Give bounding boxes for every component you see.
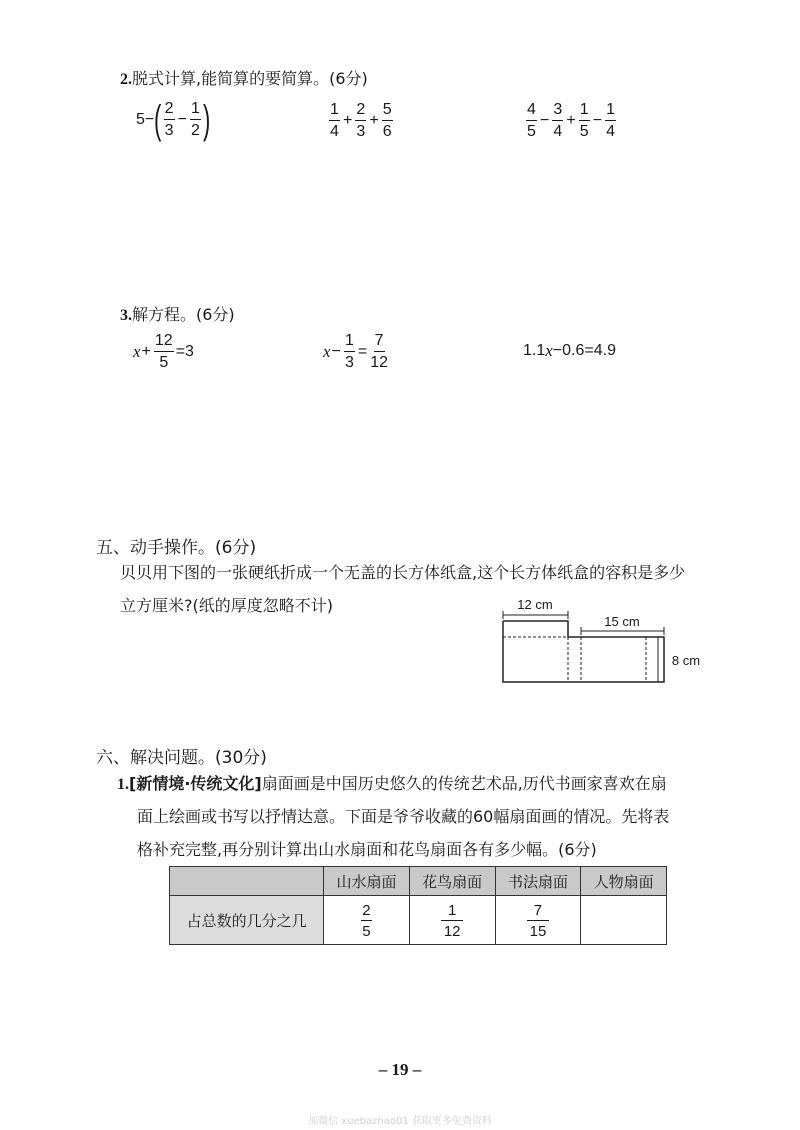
operator: −: [177, 111, 187, 128]
denominator: 12: [370, 354, 389, 371]
operator: +: [141, 343, 151, 360]
section-5-line-2: 立方厘米?(纸的厚度忽略不计): [120, 596, 333, 615]
denominator: 12: [443, 923, 461, 940]
variable-x: x: [133, 342, 141, 361]
operator: +: [566, 112, 576, 129]
fan-painting-table: [169, 866, 667, 945]
table-cell: [495, 896, 581, 945]
numerator: 1: [344, 333, 355, 352]
fraction: [361, 903, 372, 939]
numerator: 2: [355, 102, 366, 121]
numerator: 1: [579, 102, 590, 121]
variable-x: x: [545, 341, 553, 360]
table-cell: [409, 896, 495, 945]
numerator: 4: [526, 102, 537, 121]
denominator: 6: [382, 123, 392, 140]
operator: +: [343, 112, 353, 129]
section-6-q1-line-2: 面上绘画或书写以抒情达意。下面是爷爷收藏的60幅扇面画的情况。先将表: [137, 807, 670, 826]
q2-title-text: 脱式计算,能简算的要简算。(6分): [132, 69, 368, 88]
fraction: [552, 102, 563, 140]
q3-title: [120, 302, 235, 325]
operator: −: [331, 343, 341, 360]
net-outline: [503, 621, 664, 682]
section-6-q1-line-3: 格补充完整,再分别计算出山水扇面和花鸟扇面各有多少幅。(6分): [137, 840, 597, 859]
numerator: 5: [382, 102, 393, 121]
box-net-diagram: [490, 595, 720, 695]
table-cell-empty[interactable]: [581, 896, 667, 945]
fraction: [355, 102, 366, 140]
numerator: 1: [605, 102, 616, 121]
q1-tag: [新情境·传统文化]: [129, 774, 262, 793]
numerator: 12: [154, 333, 174, 352]
denominator: 5: [362, 923, 371, 940]
fraction: [527, 903, 549, 939]
q3-equation-1: [133, 333, 194, 371]
denominator: 5: [527, 123, 536, 140]
numerator: 7: [527, 903, 549, 921]
fraction: [164, 101, 175, 139]
q3-number: 3.: [120, 307, 132, 324]
table-header-cell: 人物扇面: [581, 867, 667, 896]
fraction: [329, 102, 340, 140]
denominator: 3: [164, 122, 174, 139]
numerator: 1: [329, 102, 340, 121]
q2-expression-1: [136, 100, 210, 140]
q2-number: 2.: [120, 71, 132, 88]
table-row-label: 占总数的几分之几: [170, 896, 324, 945]
numerator: 3: [552, 102, 563, 121]
fraction: [605, 102, 616, 140]
denominator: 4: [606, 123, 615, 140]
numerator: 1: [190, 101, 201, 120]
denominator: 3: [344, 354, 354, 371]
q2-expression-3: [524, 102, 618, 140]
q1-number: 1.: [117, 776, 129, 793]
operator: −: [592, 112, 603, 129]
fraction: [190, 101, 201, 139]
table-cell: [324, 896, 410, 945]
numerator: 7: [374, 333, 385, 352]
table-header-cell: 书法扇面: [495, 867, 581, 896]
section-6-q1-line-1: [117, 767, 667, 801]
denominator: 5: [579, 123, 589, 140]
page-number: – 19 –: [378, 1060, 422, 1079]
denominator: 4: [553, 123, 563, 140]
dimension-label-15cm: 15 cm: [604, 614, 640, 629]
section-5-line-1: 贝贝用下图的一张硬纸折成一个无盖的长方体纸盒,这个长方体纸盒的容积是多少: [120, 563, 686, 582]
denominator: 3: [356, 123, 366, 140]
equation-rest: −0.6=4.9: [552, 342, 616, 359]
fraction: [579, 102, 590, 140]
table-row: [170, 896, 667, 945]
table-header-cell: 花鸟扇面: [409, 867, 495, 896]
q2-expression-2: [327, 102, 395, 140]
table-header-row: [170, 867, 667, 896]
fraction: [526, 102, 537, 140]
denominator: 4: [330, 123, 339, 140]
fraction: [370, 333, 388, 371]
denominator: 15: [529, 923, 547, 940]
table-header-cell: 山水扇面: [324, 867, 410, 896]
fraction: [382, 102, 393, 140]
q3-title-text: 解方程。(6分): [132, 305, 235, 324]
fraction: [441, 903, 463, 939]
right-hand-side: =3: [175, 343, 194, 360]
dimension-label-12cm: 12 cm: [517, 597, 553, 612]
right-paren: ): [202, 98, 211, 142]
left-paren: (: [154, 98, 162, 142]
section-6-title: 六、解决问题。(30分): [96, 748, 267, 768]
dimension-label-8cm: 8 cm: [671, 653, 701, 668]
expr-lead: 5−: [136, 111, 155, 128]
q3-equation-2: [323, 333, 390, 371]
numerator: 1: [441, 903, 463, 921]
denominator: 2: [190, 122, 200, 139]
q2-title: [120, 66, 368, 89]
coefficient: 1.1: [523, 342, 546, 359]
watermark: 加微信 xuebazhao01 获取更多免费资料: [308, 1116, 492, 1127]
section-5-title: 五、动手操作。(6分): [96, 538, 257, 558]
numerator: 2: [164, 101, 175, 120]
q1-text-1: 扇面画是中国历史悠久的传统艺术品,历代书画家喜欢在扇: [261, 774, 667, 793]
variable-x: x: [323, 342, 331, 361]
operator: +: [369, 112, 379, 129]
table-corner-cell: [170, 867, 324, 896]
denominator: 5: [159, 354, 169, 371]
fraction: [344, 333, 355, 371]
q3-equation-3: [523, 341, 616, 361]
operator: −: [540, 112, 550, 129]
equals-sign: =: [357, 343, 368, 360]
fraction: [154, 333, 174, 371]
numerator: 2: [362, 902, 371, 919]
